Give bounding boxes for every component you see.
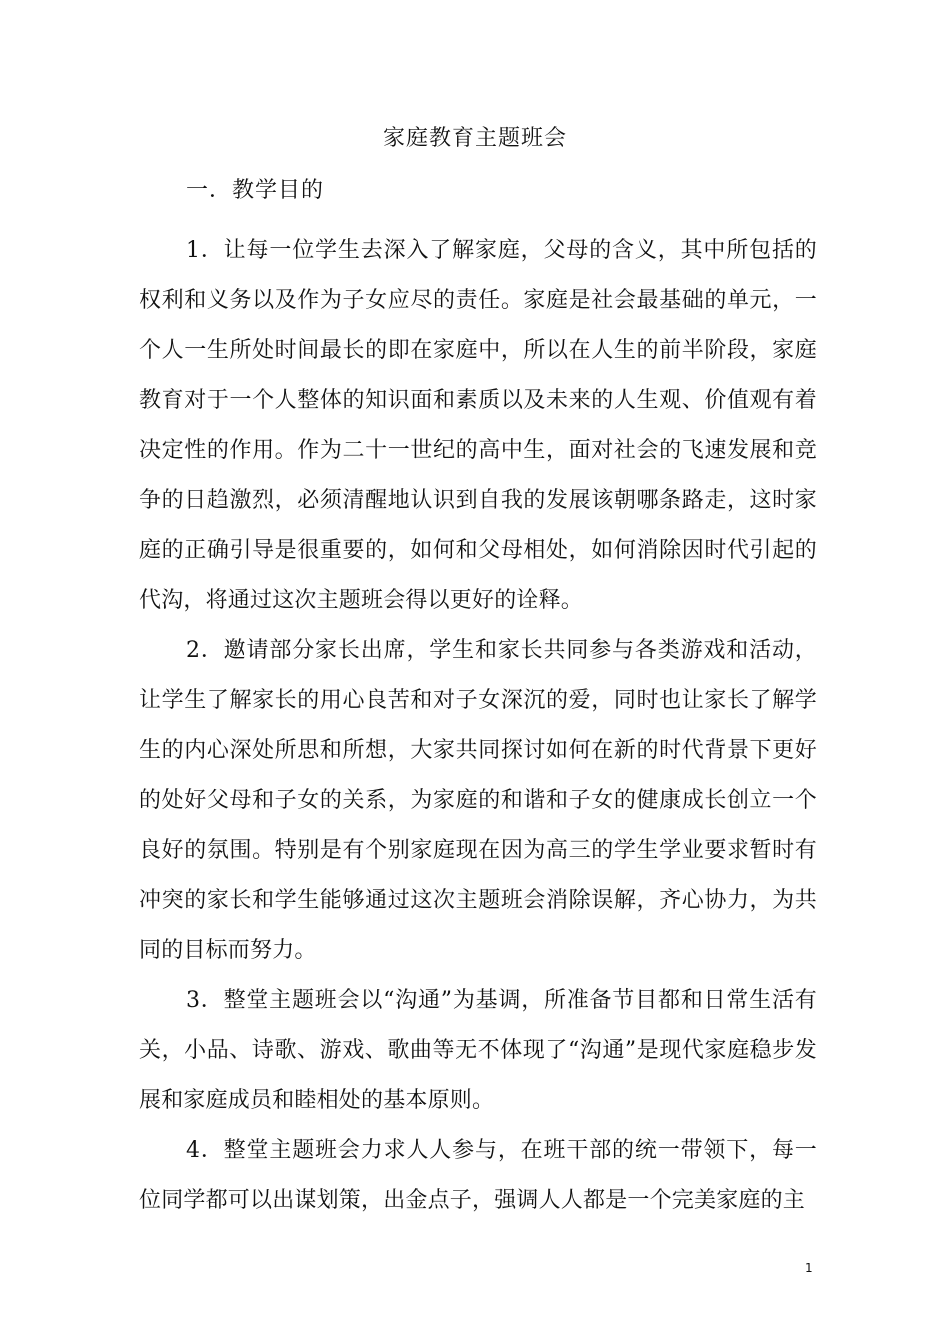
paragraph-1: 1．让每一位学生去深入了解家庭，父母的含义，其中所包括的权利和义务以及作为子女应尽的责任。家庭是社会最基础的单元，一个人一生所处时间最长的即在家庭中，所以在人生的前半阶段，家庭教育对于一个人整体的知识面和素质以及未来的人生观、价值观有着决定性的作用。作为二十一世纪的高中生，面对社会的飞速发展和竞争的日趋激烈，必须清醒地认识到自我的发展该朝哪条路走，这时家庭的正确引导是很重要的，如何和父母相处，如何消除因时代引起的代沟，将通过这次主题班会得以更好的诠释。 [139,238,817,613]
page-number: 1 [805,1261,813,1275]
paragraph-3: 3．整堂主题班会以“沟通”为基调，所准备节目都和日常生活有关，小品、诗歌、游戏、歌曲等无不体现了“沟通”是现代家庭稳步发展和家庭成员和睦相处的基本原则。 [139,988,817,1113]
document-title: 家庭教育主题班会 [382,126,567,151]
paragraph-2: 2．邀请部分家长出席，学生和家长共同参与各类游戏和活动，让学生了解家长的用心良苦和对子女深沉的爱，同时也让家长了解学生的内心深处所思和所想，大家共同探讨如何在新的时代背景下更好的处好父母和子女的关系，为家庭的和谐和子女的健康成长创立一个良好的氛围。特别是有个别家庭现在因为高三的学生学业要求暂时有冲突的家长和学生能够通过这次主题班会消除误解，齐心协力，为共同的目标而努力。 [139,638,817,963]
paragraph-4: 4．整堂主题班会力求人人参与，在班干部的统一带领下，每一位同学都可以出谋划策，出金点子，强调人人都是一个完美家庭的主 [139,1138,817,1213]
document-body [139,226,817,1226]
section-heading: 一．教学目的 [186,178,325,203]
